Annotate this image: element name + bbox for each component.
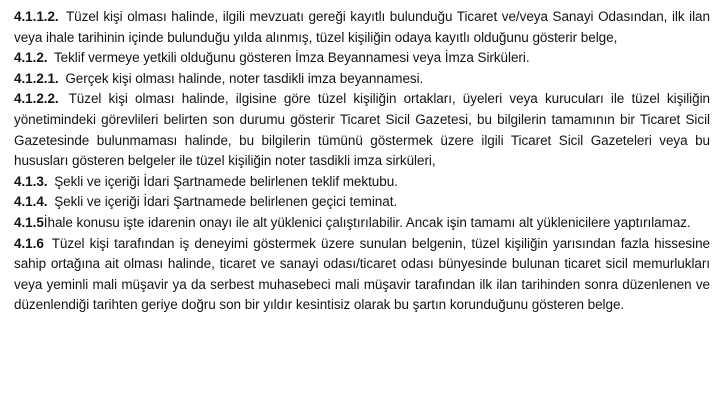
paragraph-number: 4.1.2.	[14, 50, 48, 66]
paragraph-4-1-2-2	[14, 89, 710, 171]
paragraph-text: Teklif vermeye yetkili olduğunu gösteren İmza Beyannamesi veya İmza Sirküleri.	[53, 50, 530, 66]
paragraph-text: Tüzel kişi olması halinde, ilgili mevzuatı gereği kayıtlı bulunduğu Ticaret ve/veya Sanayi Odasından, ilk ilan veya ihale tarihinin içinde bulunduğu yılda alınmış, tüzel kişiliğin odaya kayıtlı olduğunu gösterir belge,	[14, 9, 710, 45]
paragraph-4-1-4	[14, 192, 710, 213]
paragraph-number: 4.1.6	[14, 235, 44, 251]
paragraph-4-1-6	[14, 234, 710, 316]
paragraph-4-1-5	[14, 213, 710, 234]
paragraph-number: 4.1.3.	[14, 173, 48, 189]
paragraph-text: Şekli ve içeriği İdari Şartnamede belirlenen geçici teminat.	[54, 194, 398, 210]
paragraph-4-1-2-1	[14, 69, 710, 90]
paragraph-text: Tüzel kişi olması halinde, ilgisine göre tüzel kişiliğin ortakları, üyeleri veya kurucuları ile tüzel kişiliğin yönetimindeki görevlileri belirten son durumu gösterir Ticaret Sicil Gazetesi, bu bilgilerin tamamının bir Ticaret Sicil Gazetesinde bulunmaması halinde, bu bilgilerin tümünü göstermek üzere ilgili Ticaret Sicil Gazeteleri veya bu hususları gösteren belgeler ile tüzel kişiliğin noter tasdikli imza sirküleri,	[14, 91, 710, 169]
paragraph-number: 4.1.4.	[14, 194, 48, 210]
paragraph-4-1-1-2	[14, 7, 710, 48]
paragraph-text: Tüzel kişi tarafından iş deneyimi göstermek üzere sunulan belgenin, tüzel kişiliğin yarısından fazla hissesine sahip ortağına ait olması halinde, ticaret ve sanayi odası/ticaret odası bünyesinde bulunan ticaret sicil memurlukları veya yeminli mali müşavir ya da serbest muhasebeci mali müşavir tarafından ilk ilan tarihinden sonra düzenlenen ve düzenlendiği tarihten geriye doğru son bir yıldır kesintisiz olarak bu şartın korunduğunu gösteren belge.	[14, 235, 710, 313]
paragraph-text: İhale konusu işte idarenin onayı ile alt yüklenici çalıştırılabilir. Ancak işin tamamı alt yüklenicilere yaptırılamaz.	[43, 214, 691, 230]
paragraph-number: 4.1.5	[14, 214, 44, 230]
paragraph-number: 4.1.1.2.	[14, 9, 59, 24]
paragraph-4-1-3	[14, 172, 710, 193]
paragraph-4-1-2	[14, 48, 710, 69]
paragraph-number: 4.1.2.1.	[14, 70, 59, 86]
paragraph-text: Şekli ve içeriği İdari Şartnamede belirlenen teklif mektubu.	[54, 173, 398, 189]
paragraph-text: Gerçek kişi olması halinde, noter tasdikli imza beyannamesi.	[65, 70, 424, 86]
paragraph-number: 4.1.2.2.	[14, 91, 59, 107]
